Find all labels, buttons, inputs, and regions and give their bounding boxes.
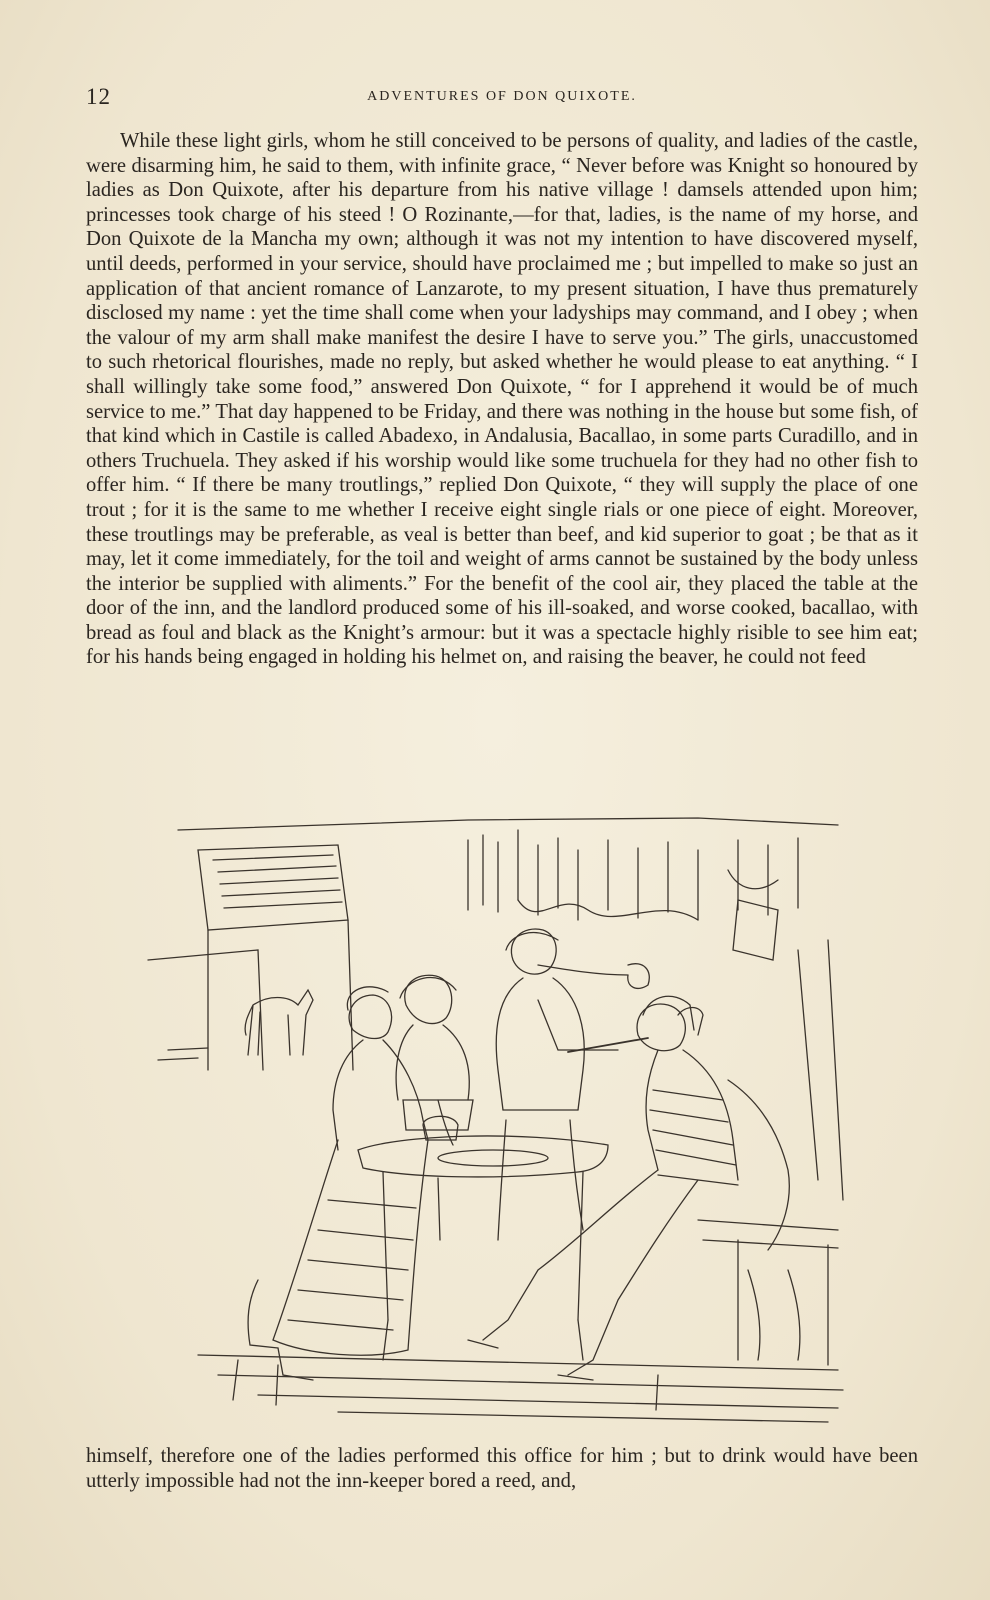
bench <box>698 1220 838 1365</box>
body-paragraph-1: While these light girls, whom he still conceived to be persons of quality, and ladies of the castle, were disarming him, he said to them, with infinite grace, “ Never before was Knight so honoured by ladies as Don Quixote, after his departure from his native village ! damsels attended upon him; princesses took charge of his steed ! O Rozinante,—for that, ladies, is the name of my horse, and Don Quixote de la Mancha my own; although it was not my intention to have discovered myself, until deeds, performed in your service, should have proclaimed me ; but impelled to make so just an application of that ancient romance of Lanzarote, to my present situation, I have thus prematurely disclosed my name : yet the time shall come when your ladyships may command, and I obey ; when the valour of my arm shall make manifest the desire I have to serve you.” The girls, unaccustomed to such rhetorical flourishes, made no reply, but asked whether he would please to eat anything. “ I shall willingly take some food,” answered Don Quixote, “ for I apprehend it would be of much service to me.” That day happened to be Friday, and there was nothing in the house but some fish, of that kind which in Castile is called Abadexo, in Andalusia, Bacallao, in some parts Curadillo, and in others Truchuela. They asked if his worship would like some truchuela for they had no other fish to offer him. “ If there be many troutlings,” replied Don Quixote, “ they will supply the place of one trout ; for it is the same to me whether I receive eight single rials or one piece of eight. Moreover, these troutlings may be preferable, as veal is better than beef, and kid superior to goat ; be that as it may, let it come immediately, for the toil and weight of arms cannot be sustained by the body unless the interior be supplied with aliments.” For the benefit of the cool air, they placed the table at the door of the inn, and the landlord produced some of his ill-soaked, and worse cooked, bacallao, with bread as foul and black as the Knight’s armour: but it was a spectacle highly risible to see him eat; for his hands being engaged in holding his helmet on, and raising the beaver, he could not feed <box>86 130 918 669</box>
running-title: ADVENTURES OF DON QUIXOTE. <box>367 89 637 104</box>
woman-middle-figure <box>396 975 473 1145</box>
engraving-illustration <box>138 800 858 1430</box>
body-paragraph-2: himself, therefore one of the ladies performed this office for him ; but to drink would have been utterly impossible had not the inn-keeper bored a reed, and, <box>86 1445 918 1492</box>
donkey-background <box>158 990 313 1060</box>
engraving-drawing <box>138 800 858 1430</box>
innkeeper-figure <box>496 929 649 1240</box>
ground-hatching <box>198 1355 843 1422</box>
page-header <box>86 84 918 112</box>
page-number: 12 <box>86 84 111 109</box>
don-quixote-figure <box>468 996 789 1380</box>
